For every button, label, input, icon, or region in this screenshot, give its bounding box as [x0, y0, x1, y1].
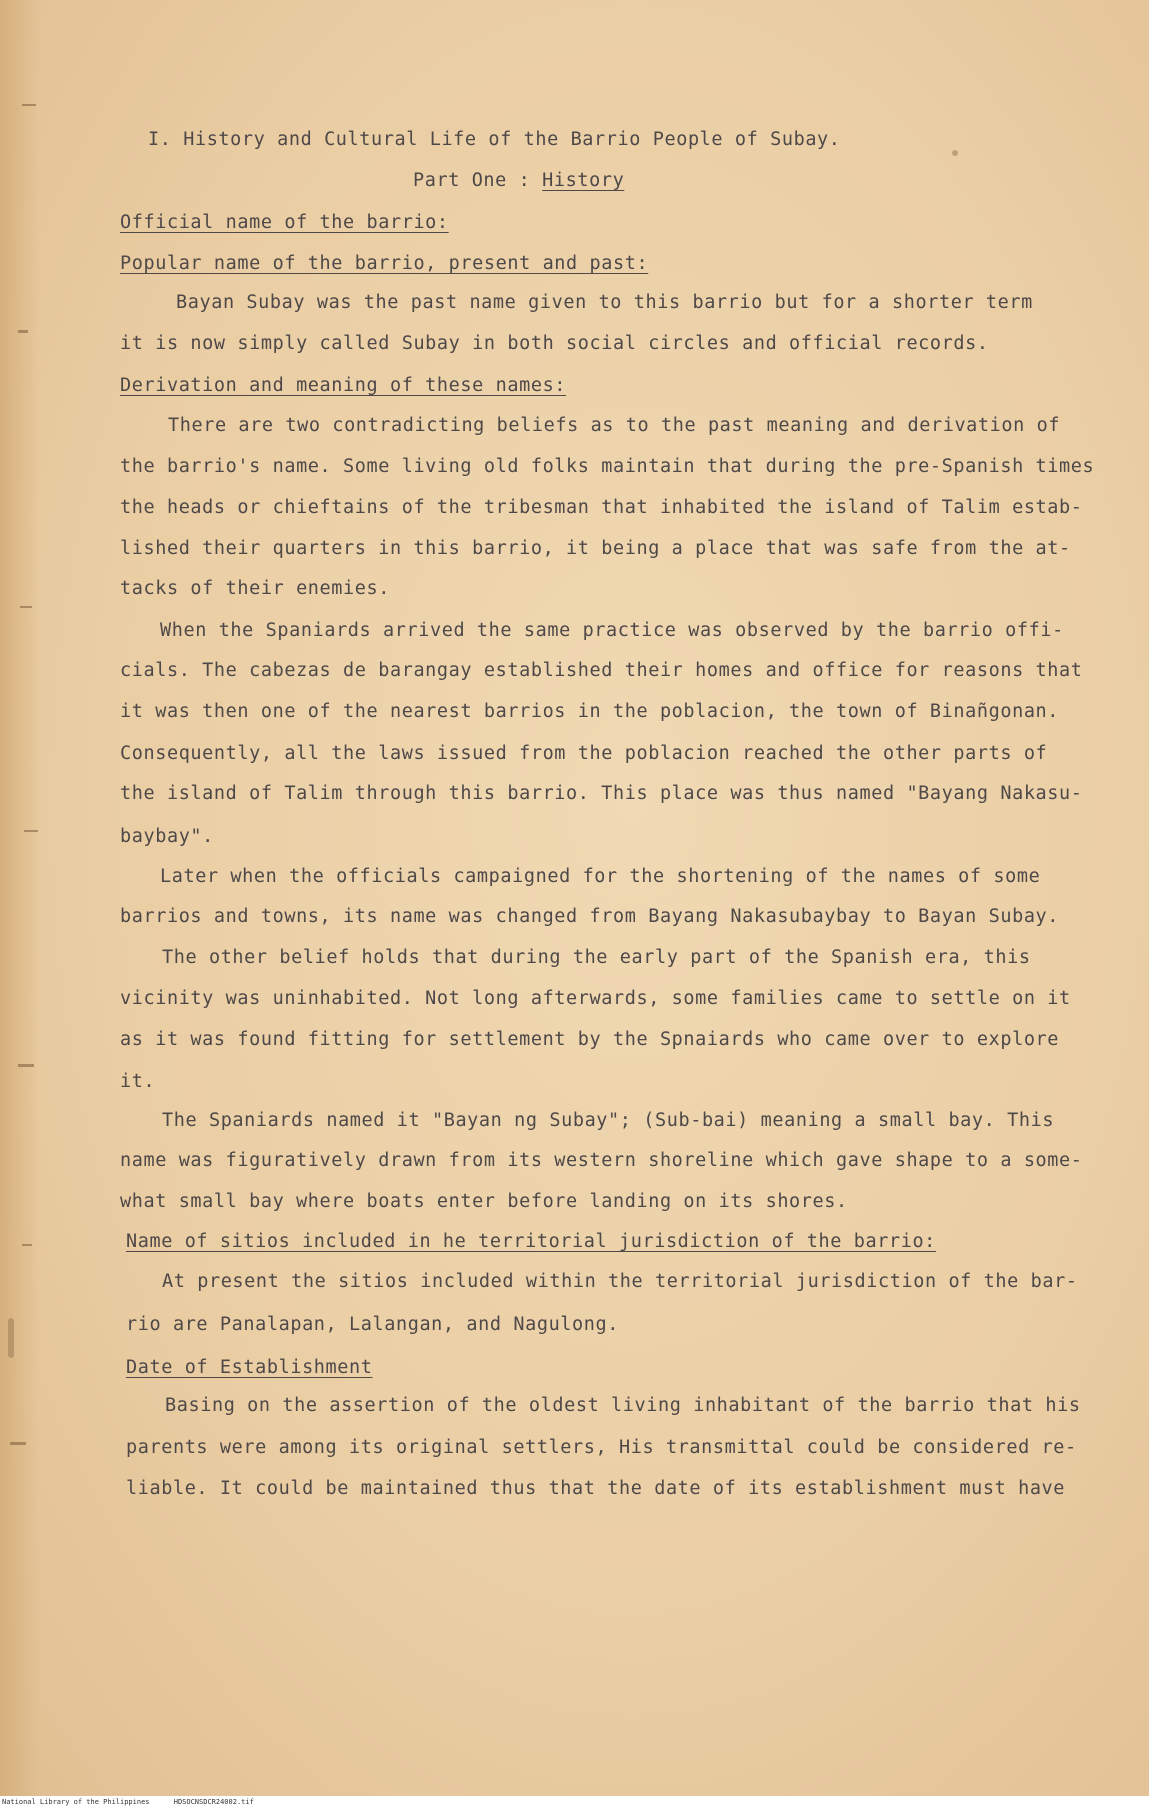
body-line: Bayan Subay was the past name given to this barrio but for a shorter term: [176, 292, 1033, 313]
body-line: Basing on the assertion of the oldest living inhabitant of the barrio that his: [165, 1395, 1081, 1416]
scan-footer: [0, 1796, 1149, 1808]
body-line: parents were among its original settlers, His transmittal could be considered re-: [126, 1437, 1077, 1458]
body-line: cials. The cabezas de barangay established their homes and office for reasons that: [120, 660, 1083, 681]
body-line: it was then one of the nearest barrios in the poblacion, the town of Binañgonan.: [120, 701, 1060, 722]
paper-mark: [10, 1442, 26, 1445]
body-line: liable. It could be maintained thus that the date of its establishment must have: [126, 1478, 1066, 1499]
section-heading-official-name: Official name of the barrio:: [120, 212, 449, 233]
paper-mark: [24, 830, 38, 832]
body-line: the barrio's name. Some living old folks maintain that during the pre-Spanish times: [120, 456, 1095, 477]
body-line: the heads or chieftains of the tribesman that inhabited the island of Talim estab-: [120, 497, 1083, 518]
part-prefix: Part One :: [413, 170, 531, 191]
document-heading: I. History and Cultural Life of the Barrio People of Subay.: [148, 129, 841, 150]
body-line: tacks of their enemies.: [120, 578, 390, 599]
body-line: baybay".: [120, 826, 214, 847]
section-heading-date-establishment: Date of Establishment: [126, 1357, 373, 1378]
section-heading-popular-name: Popular name of the barrio, present and past:: [120, 253, 649, 274]
body-line: At present the sitios included within the territorial jurisdiction of the bar-: [162, 1271, 1078, 1292]
paper-mark: [22, 1244, 32, 1246]
footer-library: National Library of the Philippines: [2, 1798, 150, 1806]
body-line: name was figuratively drawn from its western shoreline which gave shape to a some-: [120, 1150, 1083, 1171]
body-line: rio are Panalapan, Lalangan, and Nagulong.: [126, 1314, 619, 1335]
body-line: the island of Talim through this barrio. This place was thus named "Bayang Nakasu-: [120, 783, 1083, 804]
body-line: barrios and towns, its name was changed from Bayang Nakasubaybay to Bayan Subay.: [120, 906, 1060, 927]
body-line: Consequently, all the laws issued from the poblacion reached the other parts of: [120, 743, 1048, 764]
body-line: lished their quarters in this barrio, it being a place that was safe from the at-: [120, 538, 1071, 559]
paper-mark: [8, 1318, 14, 1358]
part-title: History: [542, 170, 625, 191]
body-line: The Spaniards named it "Bayan ng Subay"; (Sub-bai) meaning a small bay. This: [162, 1110, 1055, 1131]
body-line: it is now simply called Subay in both social circles and official records.: [120, 333, 989, 354]
footer-file-id: HDSOCNSDCR24002.tif: [173, 1798, 254, 1806]
body-line: Later when the officials campaigned for the shortening of the names of some: [160, 866, 1041, 887]
part-title-line: [413, 170, 624, 192]
paper-mark: [952, 150, 958, 156]
body-line: it.: [120, 1071, 156, 1092]
paper-mark: [22, 104, 36, 106]
body-line: vicinity was uninhabited. Not long afterwards, some families came to settle on it: [120, 988, 1071, 1009]
paper-mark: [20, 606, 32, 608]
body-line: There are two contradicting beliefs as to the past meaning and derivation of: [168, 415, 1061, 436]
section-heading-sitios: Name of sitios included in he territorial jurisdiction of the barrio:: [126, 1231, 936, 1252]
body-line: When the Spaniards arrived the same practice was observed by the barrio offi-: [160, 620, 1064, 641]
section-heading-derivation: Derivation and meaning of these names:: [120, 375, 567, 396]
page-edge-shadow: [0, 0, 40, 1796]
paper-mark: [18, 1064, 34, 1067]
body-line: as it was found fitting for settlement by the Spnaiards who came over to explore: [120, 1029, 1060, 1050]
paper-mark: [18, 330, 28, 333]
body-line: The other belief holds that during the early part of the Spanish era, this: [162, 947, 1031, 968]
body-line: what small bay where boats enter before landing on its shores.: [120, 1191, 848, 1212]
